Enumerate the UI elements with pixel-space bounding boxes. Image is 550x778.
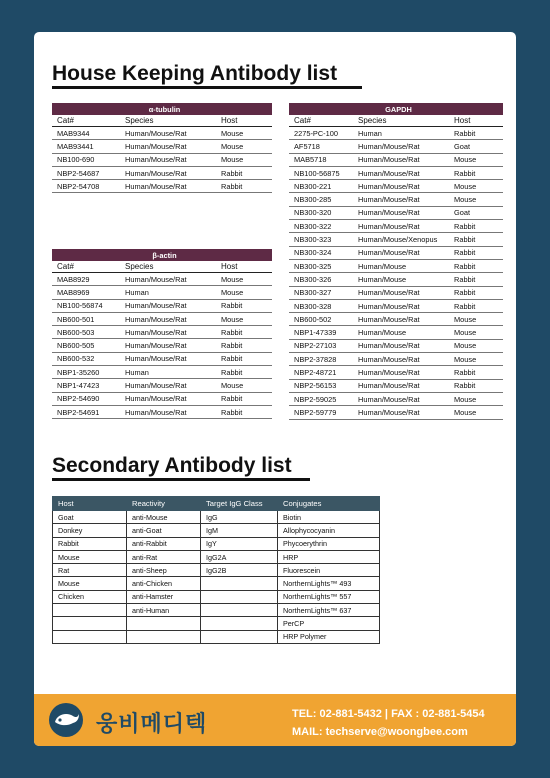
table-row <box>52 166 272 179</box>
table-cell: Human/Mouse/Rat <box>353 140 449 153</box>
table-cell: IgY <box>201 537 278 550</box>
table-header-row <box>52 261 272 273</box>
table-cell: Human/Mouse/Rat <box>120 273 216 286</box>
table-row <box>289 206 503 219</box>
table-cell: NorthernLights™ 637 <box>278 604 380 617</box>
column-header: Species <box>120 115 216 127</box>
table-cell <box>53 604 127 617</box>
table-cell: NBP2-27103 <box>289 339 353 352</box>
table-row <box>53 617 380 630</box>
table-row <box>289 406 503 419</box>
table-cell: NB300-324 <box>289 246 353 259</box>
table-cell: Human/Mouse <box>353 259 449 272</box>
table-cell: Mouse <box>449 313 503 326</box>
table-row <box>289 366 503 379</box>
table-cell: anti-Mouse <box>127 511 201 524</box>
table-cell: MAB8969 <box>52 286 120 299</box>
table-cell: NB300-285 <box>289 193 353 206</box>
table-cell: NB600-502 <box>289 313 353 326</box>
table-cell: Rabbit <box>216 180 272 193</box>
table-cell: Goat <box>449 140 503 153</box>
table-cell: Human <box>120 286 216 299</box>
column-header: Cat# <box>52 261 120 273</box>
table-row <box>52 140 272 153</box>
table-cell: Human/Mouse/Rat <box>120 166 216 179</box>
housekeeping-underline <box>52 86 362 89</box>
table-cell: Human/Mouse/Rat <box>120 140 216 153</box>
table-cell <box>53 630 127 643</box>
table-cell: Chicken <box>53 590 127 603</box>
table-title: β-actin <box>52 249 272 261</box>
table-cell: anti-Chicken <box>127 577 201 590</box>
table-row <box>53 590 380 603</box>
table-cell <box>53 617 127 630</box>
table-cell: Human/Mouse/Rat <box>120 180 216 193</box>
column-header: Reactivity <box>127 497 201 511</box>
table-cell: Mouse <box>216 379 272 392</box>
table-cell: IgG2B <box>201 564 278 577</box>
table-row <box>52 339 272 352</box>
table-cell: NB300-320 <box>289 206 353 219</box>
table-cell: anti-Human <box>127 604 201 617</box>
table-cell: Mouse <box>449 193 503 206</box>
table-cell: NBP2-56153 <box>289 379 353 392</box>
column-header: Host <box>449 115 503 127</box>
table-row <box>289 299 503 312</box>
table-header-row <box>52 115 272 127</box>
gapdh-table <box>289 103 503 420</box>
table-row <box>289 326 503 339</box>
column-header: Conjugates <box>278 497 380 511</box>
table-cell: Rabbit <box>449 127 503 140</box>
table-cell: NB300-221 <box>289 180 353 193</box>
table-cell: Rabbit <box>449 366 503 379</box>
table-cell: Rabbit <box>449 299 503 312</box>
table-cell: Rabbit <box>449 246 503 259</box>
table-row <box>289 286 503 299</box>
table-cell: MAB93441 <box>52 140 120 153</box>
table-row <box>52 153 272 166</box>
table-cell: Human/Mouse/Rat <box>353 153 449 166</box>
table-title-row <box>52 103 272 115</box>
table-cell: Rabbit <box>216 326 272 339</box>
table-cell: Mouse <box>216 140 272 153</box>
actin-table <box>52 249 272 419</box>
table-title-row <box>52 249 272 261</box>
table-cell: Human/Mouse/Rat <box>353 193 449 206</box>
secondary-title: Secondary Antibody list <box>52 454 292 477</box>
table-row <box>53 604 380 617</box>
table-cell: NBP1-35260 <box>52 366 120 379</box>
table-cell: Human/Mouse/Rat <box>120 312 216 325</box>
table-cell <box>201 604 278 617</box>
table-cell: Human/Mouse/Rat <box>353 406 449 419</box>
table-cell: AF5718 <box>289 140 353 153</box>
table-cell: Biotin <box>278 511 380 524</box>
table-cell: IgG <box>201 511 278 524</box>
table-row <box>289 220 503 233</box>
table-cell: Goat <box>449 206 503 219</box>
column-header: Species <box>120 261 216 273</box>
table-row <box>289 339 503 352</box>
table-cell <box>201 590 278 603</box>
table-cell: NBP2-54690 <box>52 392 120 405</box>
table-row <box>289 246 503 259</box>
table-cell: Human/Mouse/Rat <box>353 286 449 299</box>
table-cell: Mouse <box>53 550 127 563</box>
table-title: α-tubulin <box>52 103 272 115</box>
table-cell: Phycoerythrin <box>278 537 380 550</box>
table-row <box>53 524 380 537</box>
table-cell: NorthernLights™ 493 <box>278 577 380 590</box>
table-cell: Mouse <box>449 353 503 366</box>
table-row <box>52 299 272 312</box>
table-cell: Rabbit <box>449 273 503 286</box>
table-cell: Rabbit <box>216 405 272 418</box>
table-header-row <box>289 115 503 127</box>
table-cell: Mouse <box>449 180 503 193</box>
table-cell: Human/Mouse/Rat <box>120 326 216 339</box>
table-cell: NB600-532 <box>52 352 120 365</box>
table-cell: Donkey <box>53 524 127 537</box>
table-row <box>53 511 380 524</box>
table-row <box>289 153 503 166</box>
table-cell <box>127 617 201 630</box>
table-cell: Mouse <box>449 339 503 352</box>
table-cell: Human/Mouse/Rat <box>353 246 449 259</box>
table-row <box>289 392 503 405</box>
table-cell: NB100-56875 <box>289 166 353 179</box>
table-cell: NB100-56874 <box>52 299 120 312</box>
table-cell: Rabbit <box>449 379 503 392</box>
table-row <box>289 180 503 193</box>
column-header: Cat# <box>289 115 353 127</box>
column-header: Host <box>216 115 272 127</box>
table-row <box>52 273 272 286</box>
table-row <box>53 577 380 590</box>
table-cell <box>201 630 278 643</box>
table-cell: NBP2-37828 <box>289 353 353 366</box>
table-cell: Human/Mouse/Rat <box>353 339 449 352</box>
table-row <box>52 379 272 392</box>
table-cell: Rabbit <box>449 259 503 272</box>
table-cell <box>201 577 278 590</box>
table-header-row <box>53 497 380 511</box>
table-cell: NB300-323 <box>289 233 353 246</box>
table-row <box>289 127 503 140</box>
table-cell: Human/Mouse/Rat <box>353 166 449 179</box>
table-cell: Rabbit <box>449 166 503 179</box>
table-cell: Goat <box>53 511 127 524</box>
table-cell: MAB8929 <box>52 273 120 286</box>
table-row <box>52 312 272 325</box>
table-cell: Human/Mouse <box>353 326 449 339</box>
table-cell: Mouse <box>449 153 503 166</box>
table-cell: NB300-326 <box>289 273 353 286</box>
table-cell: Rabbit <box>216 366 272 379</box>
table-cell: Rabbit <box>216 352 272 365</box>
table-cell: IgG2A <box>201 550 278 563</box>
table-cell: NB300-327 <box>289 286 353 299</box>
table-cell: NB300-328 <box>289 299 353 312</box>
table-cell: Rabbit <box>216 166 272 179</box>
column-header: Host <box>53 497 127 511</box>
table-row <box>52 127 272 140</box>
table-cell: Rabbit <box>216 299 272 312</box>
footer-bar <box>34 694 516 746</box>
table-row <box>289 353 503 366</box>
table-cell: HRP <box>278 550 380 563</box>
contact-email: MAIL: techserve@woongbee.com <box>292 726 468 738</box>
table-cell: Mouse <box>216 127 272 140</box>
table-cell: Rabbit <box>449 233 503 246</box>
table-row <box>289 233 503 246</box>
table-cell: Human/Mouse/Rat <box>120 405 216 418</box>
column-header: Cat# <box>52 115 120 127</box>
table-cell: Human/Mouse/Rat <box>353 366 449 379</box>
column-header: Host <box>216 261 272 273</box>
table-cell: NBP1-47339 <box>289 326 353 339</box>
table-cell: NBP2-54708 <box>52 180 120 193</box>
table-cell: Human/Mouse/Rat <box>353 206 449 219</box>
table-row <box>289 273 503 286</box>
table-row <box>289 313 503 326</box>
table-cell: IgM <box>201 524 278 537</box>
table-cell: Mouse <box>449 392 503 405</box>
tubulin-table <box>52 103 272 193</box>
table-cell: Human <box>353 127 449 140</box>
table-cell: anti-Rabbit <box>127 537 201 550</box>
table-cell: Human/Mouse/Rat <box>353 299 449 312</box>
table-cell: Human/Mouse/Rat <box>120 352 216 365</box>
table-cell: PerCP <box>278 617 380 630</box>
whale-logo-icon <box>48 702 84 738</box>
table-row <box>53 537 380 550</box>
table-cell: Mouse <box>216 273 272 286</box>
table-cell: Fluorescein <box>278 564 380 577</box>
table-cell: Human/Mouse <box>353 273 449 286</box>
table-cell: NB600-501 <box>52 312 120 325</box>
table-cell <box>127 630 201 643</box>
table-row <box>52 180 272 193</box>
table-row <box>53 630 380 643</box>
table-cell: Human/Mouse/Rat <box>353 379 449 392</box>
table-title-row <box>289 103 503 115</box>
document-page <box>34 32 516 746</box>
secondary-underline <box>52 478 310 481</box>
table-cell: NB300-325 <box>289 259 353 272</box>
table-cell: NB300-322 <box>289 220 353 233</box>
table-cell: NBP1-47423 <box>52 379 120 392</box>
table-cell: Allophycocyanin <box>278 524 380 537</box>
table-cell: Mouse <box>216 312 272 325</box>
table-row <box>52 366 272 379</box>
column-header: Target IgG Class <box>201 497 278 511</box>
table-cell: Human <box>120 366 216 379</box>
table-row <box>52 405 272 418</box>
table-cell: Human/Mouse/Rat <box>353 220 449 233</box>
table-cell: Rabbit <box>53 537 127 550</box>
table-cell: Human/Mouse/Rat <box>120 127 216 140</box>
table-cell: Mouse <box>449 406 503 419</box>
table-cell: Mouse <box>449 326 503 339</box>
table-cell: Mouse <box>216 153 272 166</box>
table-cell: NBP2-54687 <box>52 166 120 179</box>
table-cell: Human/Mouse/Xenopus <box>353 233 449 246</box>
table-cell: NBP2-59025 <box>289 392 353 405</box>
table-cell: Human/Mouse/Rat <box>120 153 216 166</box>
table-row <box>53 550 380 563</box>
table-cell: Human/Mouse/Rat <box>353 313 449 326</box>
table-row <box>289 166 503 179</box>
table-row <box>53 564 380 577</box>
table-cell: Human/Mouse/Rat <box>120 379 216 392</box>
table-row <box>52 286 272 299</box>
column-header: Species <box>353 115 449 127</box>
table-cell: NB600-505 <box>52 339 120 352</box>
contact-phone: TEL: 02-881-5432 | FAX : 02-881-5454 <box>292 708 485 720</box>
table-cell: NB600-503 <box>52 326 120 339</box>
table-cell: NBP2-59779 <box>289 406 353 419</box>
table-row <box>289 140 503 153</box>
table-cell: Human/Mouse/Rat <box>120 339 216 352</box>
secondary-table <box>52 496 380 644</box>
table-cell: Rabbit <box>449 286 503 299</box>
table-cell: 2275-PC-100 <box>289 127 353 140</box>
table-row <box>52 392 272 405</box>
table-cell: NBP2-48721 <box>289 366 353 379</box>
table-cell: anti-Rat <box>127 550 201 563</box>
table-cell: anti-Hamster <box>127 590 201 603</box>
table-cell: Rabbit <box>216 392 272 405</box>
table-cell: Human/Mouse/Rat <box>353 180 449 193</box>
table-cell: MAB5718 <box>289 153 353 166</box>
table-cell: NorthernLights™ 557 <box>278 590 380 603</box>
table-cell: Human/Mouse/Rat <box>353 353 449 366</box>
table-cell: Rat <box>53 564 127 577</box>
table-cell: Mouse <box>53 577 127 590</box>
table-cell: NB100-690 <box>52 153 120 166</box>
table-cell: anti-Sheep <box>127 564 201 577</box>
brand-name: 웅비메디텍 <box>96 711 208 736</box>
table-row <box>289 259 503 272</box>
table-title: GAPDH <box>289 103 503 115</box>
table-row <box>52 352 272 365</box>
table-cell: Human/Mouse/Rat <box>120 392 216 405</box>
table-cell: Mouse <box>216 286 272 299</box>
table-cell: MAB9344 <box>52 127 120 140</box>
table-cell <box>201 617 278 630</box>
table-row <box>289 379 503 392</box>
table-cell: Human/Mouse/Rat <box>353 392 449 405</box>
housekeeping-title: House Keeping Antibody list <box>52 62 338 85</box>
table-cell: NBP2-54691 <box>52 405 120 418</box>
table-cell: anti-Goat <box>127 524 201 537</box>
table-cell: Human/Mouse/Rat <box>120 299 216 312</box>
table-row <box>289 193 503 206</box>
table-cell: Rabbit <box>216 339 272 352</box>
table-row <box>52 326 272 339</box>
table-cell: Rabbit <box>449 220 503 233</box>
table-cell: HRP Polymer <box>278 630 380 643</box>
